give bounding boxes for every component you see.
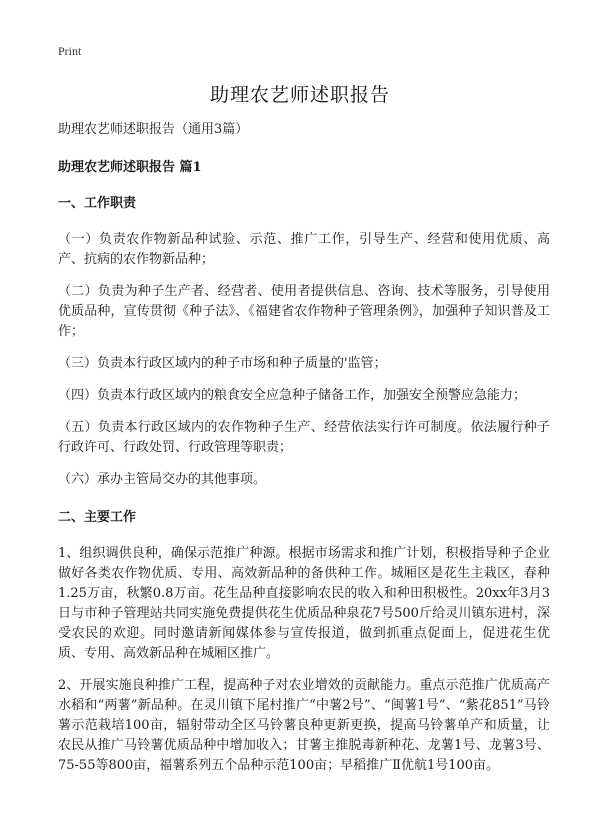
section-heading-duties: 一、工作职责 — [58, 196, 137, 211]
duty-paragraph: （二）负责为种子生产者、经营者、使用者提供信息、咨询、技术等服务，引导使用优质品种，宣传贯彻《种子法》、《福建省农作物种子管理条例》，加强种子知识普及工作； — [58, 284, 550, 339]
duty-paragraph: （四）负责本行政区域内的粮食安全应急种子储备工作，加强安全预警应急能力； — [58, 388, 527, 403]
duty-paragraph: （六）承办主管局交办的其他事项。 — [58, 472, 267, 487]
document-body — [58, 120, 550, 788]
page-title: 助理农艺师述职报告 — [209, 84, 390, 106]
duty-paragraph: （五）负责本行政区域内的农作物种子生产、经营依法实行许可制度。依法履行种子行政许可、行政处罚、行政管理等职责； — [58, 420, 550, 455]
article-heading: 助理农艺师述职报告 篇1 — [58, 160, 202, 175]
section-heading-main-work: 二、主要工作 — [58, 510, 137, 525]
work-paragraph: 2、开展实施良种推广工程，提高种子对农业增效的贡献能力。重点示范推广优质高产水稻和“两薯”新品种。在灵川镇下尾村推广“中薯2号”、“闽薯1号”、“紫花851”马铃薯示范栽培100亩，辐射带动全区马铃薯良种更新更换，提高马铃薯单产和质量，让农民从推广马铃薯优质品种中增加收入；甘薯主推脱毒新种花、龙薯1号、龙薯3号、75-55等800亩，福薯系列五个品种示范100亩；早稻推广Ⅱ优航1号100亩。 — [58, 678, 550, 773]
document-subtitle: 助理农艺师述职报告（通用3篇） — [58, 122, 249, 137]
duty-paragraph: （三）负责本行政区域内的种子市场和种子质量的'监管； — [58, 356, 387, 371]
print-label: Print — [58, 44, 82, 58]
duty-paragraph: （一）负责农作物新品种试验、示范、推广工作，引导生产、经营和使用优质、高产、抗病的农作物新品种； — [58, 232, 550, 267]
work-paragraph: 1、组织调供良种，确保示范推广种源。根据市场需求和推广计划，积极指导种子企业做好各类农作物优质、专用、高效新品种的备供种工作。城厢区是花生主栽区，春种1.25万亩，秋繁0.8万亩。花生品种直接影响农民的收入和种田积极性。20xx年3月3日与市种子管理站共同实施免费提供花生优质品种泉花7号500斤给灵川镇东进村，深受农民的欢迎。同时邀请新闻媒体参与宣传报道，做到抓重点促面上，促进花生优质、专用、高效新品种在城厢区推广。 — [58, 546, 550, 661]
